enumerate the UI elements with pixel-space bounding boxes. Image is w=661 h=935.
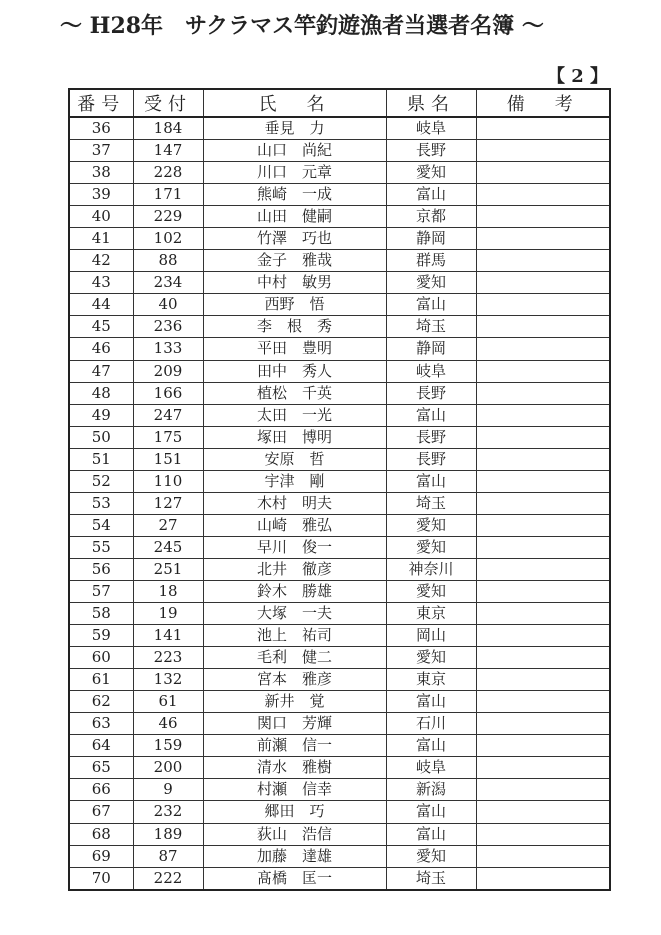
- cell-name: 前瀬 信一: [203, 735, 386, 757]
- cell-remarks: [476, 713, 610, 735]
- cell-number: 48: [69, 382, 133, 404]
- table-row: [69, 823, 610, 845]
- table-row: [69, 316, 610, 338]
- cell-number: 45: [69, 316, 133, 338]
- cell-prefecture: 東京: [386, 603, 476, 625]
- cell-reception: 175: [133, 426, 203, 448]
- cell-reception: 223: [133, 647, 203, 669]
- cell-name: 川口 元章: [203, 162, 386, 184]
- header-number: 番号: [69, 89, 133, 117]
- cell-remarks: [476, 360, 610, 382]
- table-row: [69, 250, 610, 272]
- table-row: [69, 845, 610, 867]
- cell-name: 新井 覚: [203, 691, 386, 713]
- cell-reception: 87: [133, 845, 203, 867]
- cell-prefecture: 富山: [386, 470, 476, 492]
- cell-number: 44: [69, 294, 133, 316]
- cell-remarks: [476, 426, 610, 448]
- cell-name: 中村 敏男: [203, 272, 386, 294]
- cell-reception: 251: [133, 558, 203, 580]
- cell-remarks: [476, 184, 610, 206]
- cell-name: 早川 俊一: [203, 536, 386, 558]
- cell-remarks: [476, 272, 610, 294]
- cell-prefecture: 愛知: [386, 845, 476, 867]
- cell-name: 清水 雅樹: [203, 757, 386, 779]
- cell-remarks: [476, 867, 610, 890]
- cell-reception: 141: [133, 625, 203, 647]
- cell-prefecture: 富山: [386, 735, 476, 757]
- cell-number: 39: [69, 184, 133, 206]
- cell-number: 46: [69, 338, 133, 360]
- cell-name: 北井 徹彦: [203, 558, 386, 580]
- table-row: [69, 625, 610, 647]
- cell-remarks: [476, 206, 610, 228]
- cell-reception: 159: [133, 735, 203, 757]
- table-row: [69, 272, 610, 294]
- cell-number: 43: [69, 272, 133, 294]
- cell-number: 37: [69, 140, 133, 162]
- header-prefecture: 県名: [386, 89, 476, 117]
- cell-number: 67: [69, 801, 133, 823]
- cell-number: 52: [69, 470, 133, 492]
- cell-remarks: [476, 580, 610, 602]
- cell-name: 安原 哲: [203, 448, 386, 470]
- cell-reception: 102: [133, 228, 203, 250]
- table-row: [69, 184, 610, 206]
- cell-prefecture: 富山: [386, 184, 476, 206]
- cell-reception: 245: [133, 536, 203, 558]
- cell-number: 38: [69, 162, 133, 184]
- cell-name: 鈴木 勝雄: [203, 580, 386, 602]
- cell-number: 53: [69, 492, 133, 514]
- cell-reception: 133: [133, 338, 203, 360]
- cell-remarks: [476, 514, 610, 536]
- cell-number: 54: [69, 514, 133, 536]
- cell-reception: 234: [133, 272, 203, 294]
- cell-prefecture: 富山: [386, 801, 476, 823]
- cell-number: 58: [69, 603, 133, 625]
- cell-name: 太田 一光: [203, 404, 386, 426]
- cell-prefecture: 岡山: [386, 625, 476, 647]
- table-row: [69, 647, 610, 669]
- cell-reception: 200: [133, 757, 203, 779]
- cell-remarks: [476, 669, 610, 691]
- cell-remarks: [476, 404, 610, 426]
- cell-name: 木村 明夫: [203, 492, 386, 514]
- cell-name: 金子 雅哉: [203, 250, 386, 272]
- table-row: [69, 404, 610, 426]
- cell-name: 山田 健嗣: [203, 206, 386, 228]
- cell-name: 村瀬 信幸: [203, 779, 386, 801]
- cell-prefecture: 愛知: [386, 580, 476, 602]
- cell-name: 毛利 健二: [203, 647, 386, 669]
- table-row: [69, 492, 610, 514]
- cell-number: 55: [69, 536, 133, 558]
- table-row: [69, 713, 610, 735]
- table-row: [69, 294, 610, 316]
- cell-number: 66: [69, 779, 133, 801]
- cell-name: 大塚 一夫: [203, 603, 386, 625]
- cell-reception: 184: [133, 117, 203, 140]
- cell-remarks: [476, 470, 610, 492]
- cell-remarks: [476, 448, 610, 470]
- cell-reception: 40: [133, 294, 203, 316]
- cell-number: 64: [69, 735, 133, 757]
- table-row: [69, 228, 610, 250]
- cell-remarks: [476, 492, 610, 514]
- cell-remarks: [476, 845, 610, 867]
- table-row: [69, 603, 610, 625]
- table-header-row: [69, 89, 610, 117]
- cell-name: 塚田 博明: [203, 426, 386, 448]
- cell-prefecture: 長野: [386, 140, 476, 162]
- cell-name: 山口 尚紀: [203, 140, 386, 162]
- cell-remarks: [476, 625, 610, 647]
- cell-prefecture: 埼玉: [386, 867, 476, 890]
- cell-remarks: [476, 536, 610, 558]
- header-remarks: 備 考: [476, 89, 610, 117]
- table-row: [69, 426, 610, 448]
- cell-prefecture: 岐阜: [386, 757, 476, 779]
- cell-number: 47: [69, 360, 133, 382]
- cell-number: 49: [69, 404, 133, 426]
- table-row: [69, 117, 610, 140]
- cell-remarks: [476, 316, 610, 338]
- cell-remarks: [476, 250, 610, 272]
- cell-number: 70: [69, 867, 133, 890]
- cell-remarks: [476, 228, 610, 250]
- cell-name: 池上 祐司: [203, 625, 386, 647]
- cell-name: 熊崎 一成: [203, 184, 386, 206]
- cell-remarks: [476, 823, 610, 845]
- cell-reception: 9: [133, 779, 203, 801]
- table-row: [69, 338, 610, 360]
- cell-number: 61: [69, 669, 133, 691]
- cell-reception: 19: [133, 603, 203, 625]
- cell-remarks: [476, 691, 610, 713]
- cell-remarks: [476, 382, 610, 404]
- header-reception: 受付: [133, 89, 203, 117]
- table-row: [69, 558, 610, 580]
- cell-number: 57: [69, 580, 133, 602]
- table-row: [69, 691, 610, 713]
- cell-name: 加藤 達雄: [203, 845, 386, 867]
- cell-prefecture: 愛知: [386, 272, 476, 294]
- cell-name: 宮本 雅彦: [203, 669, 386, 691]
- cell-prefecture: 群馬: [386, 250, 476, 272]
- table-row: [69, 779, 610, 801]
- cell-reception: 232: [133, 801, 203, 823]
- cell-prefecture: 静岡: [386, 228, 476, 250]
- table-row: [69, 867, 610, 890]
- table-row: [69, 448, 610, 470]
- cell-reception: 151: [133, 448, 203, 470]
- header-name: 氏 名: [203, 89, 386, 117]
- cell-prefecture: 愛知: [386, 162, 476, 184]
- cell-remarks: [476, 779, 610, 801]
- cell-name: 山崎 雅弘: [203, 514, 386, 536]
- cell-reception: 132: [133, 669, 203, 691]
- cell-prefecture: 愛知: [386, 514, 476, 536]
- cell-number: 40: [69, 206, 133, 228]
- cell-reception: 46: [133, 713, 203, 735]
- cell-remarks: [476, 162, 610, 184]
- cell-name: 荻山 浩信: [203, 823, 386, 845]
- cell-number: 59: [69, 625, 133, 647]
- cell-prefecture: 石川: [386, 713, 476, 735]
- table-row: [69, 360, 610, 382]
- cell-remarks: [476, 603, 610, 625]
- cell-prefecture: 長野: [386, 382, 476, 404]
- cell-prefecture: 長野: [386, 426, 476, 448]
- cell-remarks: [476, 140, 610, 162]
- cell-number: 50: [69, 426, 133, 448]
- table-row: [69, 206, 610, 228]
- cell-prefecture: 神奈川: [386, 558, 476, 580]
- cell-remarks: [476, 117, 610, 140]
- winners-table: [68, 88, 611, 891]
- cell-reception: 166: [133, 382, 203, 404]
- cell-prefecture: 富山: [386, 294, 476, 316]
- cell-name: 髙橋 匡一: [203, 867, 386, 890]
- table-body: [69, 117, 610, 890]
- cell-prefecture: 岐阜: [386, 117, 476, 140]
- cell-name: 平田 豊明: [203, 338, 386, 360]
- cell-prefecture: 愛知: [386, 647, 476, 669]
- cell-reception: 171: [133, 184, 203, 206]
- cell-remarks: [476, 294, 610, 316]
- cell-remarks: [476, 558, 610, 580]
- cell-prefecture: 静岡: [386, 338, 476, 360]
- cell-reception: 228: [133, 162, 203, 184]
- table-row: [69, 757, 610, 779]
- cell-name: 関口 芳輝: [203, 713, 386, 735]
- cell-prefecture: 新潟: [386, 779, 476, 801]
- cell-reception: 27: [133, 514, 203, 536]
- cell-prefecture: 富山: [386, 404, 476, 426]
- document-title: ～ H28年 サクラマス竿釣遊漁者当選者名簿 ～: [60, 13, 544, 39]
- cell-prefecture: 埼玉: [386, 316, 476, 338]
- cell-reception: 147: [133, 140, 203, 162]
- cell-prefecture: 埼玉: [386, 492, 476, 514]
- cell-name: 田中 秀人: [203, 360, 386, 382]
- cell-reception: 61: [133, 691, 203, 713]
- cell-reception: 247: [133, 404, 203, 426]
- cell-prefecture: 京都: [386, 206, 476, 228]
- cell-remarks: [476, 338, 610, 360]
- cell-reception: 88: [133, 250, 203, 272]
- cell-name: 郷田 巧: [203, 801, 386, 823]
- cell-prefecture: 富山: [386, 691, 476, 713]
- table-row: [69, 514, 610, 536]
- cell-remarks: [476, 801, 610, 823]
- cell-number: 41: [69, 228, 133, 250]
- cell-reception: 236: [133, 316, 203, 338]
- cell-prefecture: 東京: [386, 669, 476, 691]
- cell-number: 36: [69, 117, 133, 140]
- cell-reception: 189: [133, 823, 203, 845]
- cell-number: 60: [69, 647, 133, 669]
- cell-prefecture: 岐阜: [386, 360, 476, 382]
- cell-number: 69: [69, 845, 133, 867]
- table-row: [69, 580, 610, 602]
- cell-name: 植松 千英: [203, 382, 386, 404]
- table-row: [69, 536, 610, 558]
- cell-prefecture: 富山: [386, 823, 476, 845]
- cell-prefecture: 長野: [386, 448, 476, 470]
- cell-remarks: [476, 735, 610, 757]
- cell-reception: 110: [133, 470, 203, 492]
- cell-remarks: [476, 757, 610, 779]
- cell-name: 宇津 剛: [203, 470, 386, 492]
- table-row: [69, 162, 610, 184]
- cell-number: 42: [69, 250, 133, 272]
- cell-name: 李 根 秀: [203, 316, 386, 338]
- table-row: [69, 801, 610, 823]
- table-row: [69, 382, 610, 404]
- cell-reception: 127: [133, 492, 203, 514]
- cell-number: 51: [69, 448, 133, 470]
- cell-name: 西野 悟: [203, 294, 386, 316]
- page-number: 【 2 】: [547, 66, 609, 87]
- cell-number: 63: [69, 713, 133, 735]
- table-row: [69, 735, 610, 757]
- cell-reception: 18: [133, 580, 203, 602]
- cell-number: 68: [69, 823, 133, 845]
- table-row: [69, 470, 610, 492]
- table-row: [69, 669, 610, 691]
- cell-number: 56: [69, 558, 133, 580]
- cell-remarks: [476, 647, 610, 669]
- cell-number: 65: [69, 757, 133, 779]
- cell-reception: 209: [133, 360, 203, 382]
- cell-prefecture: 愛知: [386, 536, 476, 558]
- cell-reception: 229: [133, 206, 203, 228]
- cell-name: 垂見 力: [203, 117, 386, 140]
- cell-name: 竹澤 巧也: [203, 228, 386, 250]
- table-row: [69, 140, 610, 162]
- cell-number: 62: [69, 691, 133, 713]
- cell-reception: 222: [133, 867, 203, 890]
